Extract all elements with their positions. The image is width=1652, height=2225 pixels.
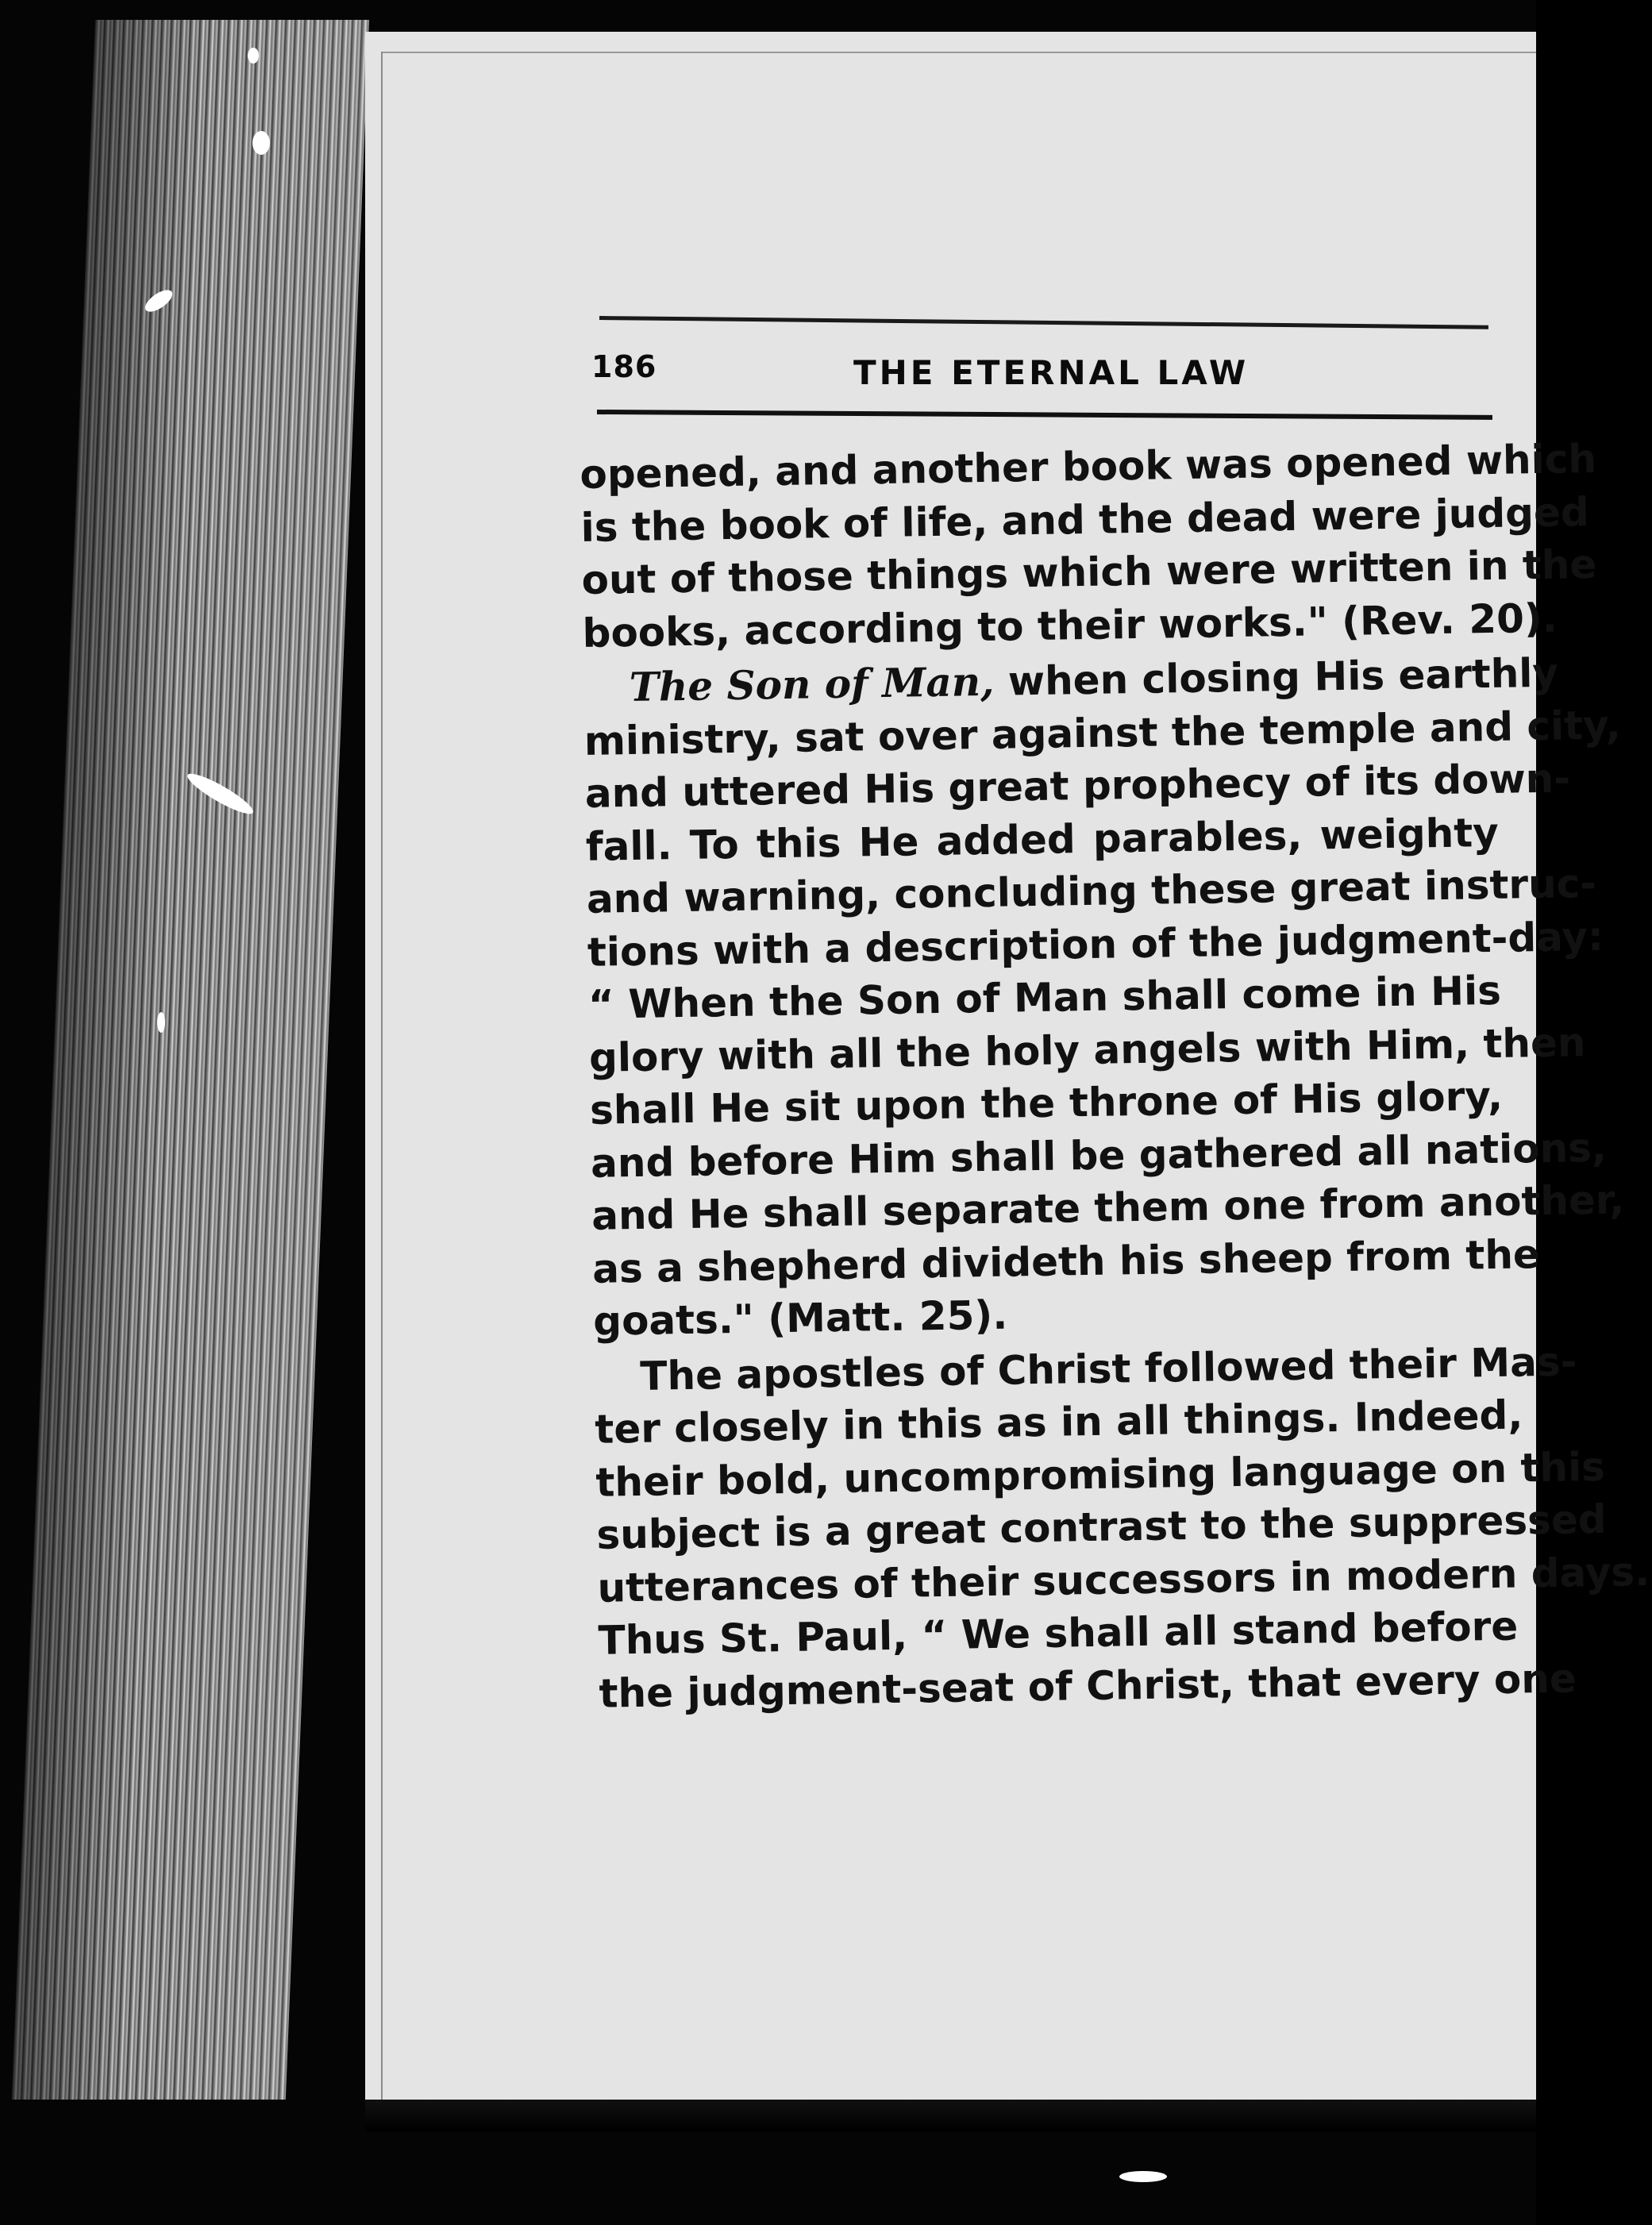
text-line: is the book of life, and the dead were judged — [580, 488, 1590, 551]
text-line: out of those things which were written in the — [581, 541, 1597, 603]
page-number: 186 — [591, 349, 657, 384]
text-line: utterances of their successors in modern days. — [597, 1548, 1650, 1611]
text-line: and warning, concluding these great instruc- — [586, 860, 1597, 922]
text-line: their bold, uncompromising language on this — [595, 1443, 1606, 1506]
text-line: glory with all the holy angels with Him, then — [588, 1018, 1586, 1081]
text-line: as a shepherd divideth his sheep from the — [591, 1230, 1541, 1292]
text-line: goats." (Matt. 25). — [592, 1292, 1008, 1345]
text-line: ter closely in this as in all things. Indeed, — [594, 1392, 1523, 1453]
text-line: ministry, sat over against the temple and city, — [583, 701, 1622, 764]
body-text — [580, 434, 1650, 1720]
text-line: and before Him shall be gathered all nations, — [590, 1124, 1608, 1187]
text-line: Thus St. Paul, “ We shall all stand before — [598, 1603, 1519, 1664]
text-line: “ When the Son of Man shall come in His — [587, 967, 1502, 1028]
running-head — [591, 349, 1495, 397]
text-line: The apostles of Christ followed their Mas- — [639, 1338, 1577, 1399]
text-line-rest: when closing His earthly — [1007, 649, 1559, 705]
text-line: subject is a great contrast to the suppressed — [596, 1496, 1607, 1558]
text-line: tions with a description of the judgment-day: — [587, 913, 1604, 976]
dust-speck — [1119, 2171, 1167, 2182]
text-line: the judgment-seat of Christ, that every one — [599, 1654, 1577, 1717]
italic-phrase: The Son of Man, — [629, 657, 995, 711]
text-line: books, according to their works." (Rev. 20). — [582, 595, 1558, 656]
dust-speck — [248, 48, 259, 64]
text-line: fall. To this He added parables, weighty — [585, 809, 1500, 870]
page-bottom-shadow — [365, 2100, 1536, 2131]
text-line: opened, and another book was opened which — [580, 435, 1597, 498]
text-line: and He shall separate them one from another, — [591, 1176, 1625, 1239]
text-line: and uttered His great prophecy of its down- — [584, 755, 1571, 817]
dust-speck — [252, 131, 270, 155]
running-title: THE ETERNAL LAW — [853, 353, 1250, 392]
dust-speck — [157, 1012, 165, 1033]
text-line: shall He sit upon the throne of His glory, — [589, 1072, 1504, 1134]
